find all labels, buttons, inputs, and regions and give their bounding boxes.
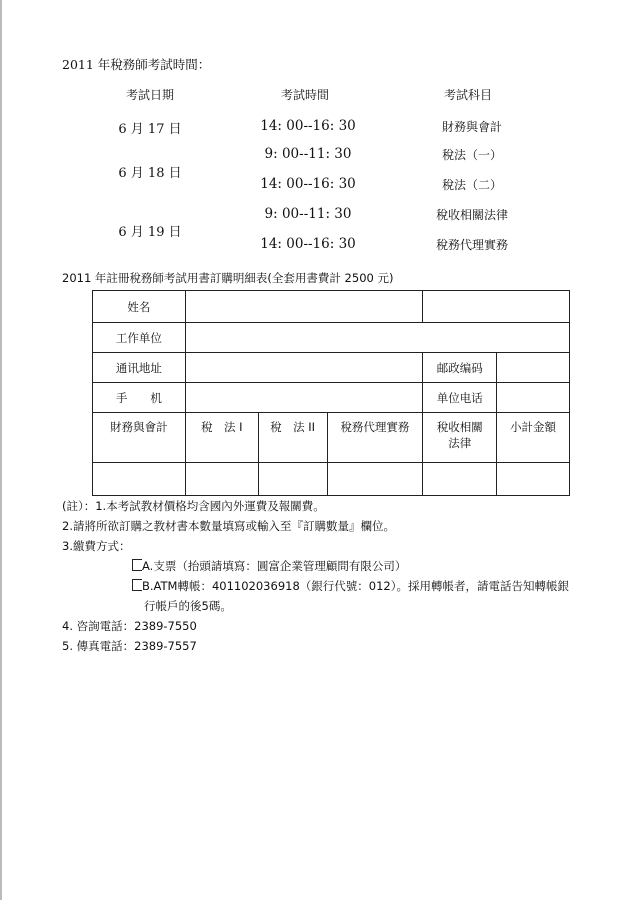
- subject-4: 稅收相關法律: [435, 208, 509, 222]
- subject-3: 稅法（二）: [441, 178, 503, 192]
- schedule-title: 2011 年稅務師考試時間：: [62, 57, 211, 72]
- label-office-phone: 单位电话: [423, 383, 497, 413]
- mobile-field[interactable]: [185, 383, 422, 413]
- date-2: 6 月 18 日: [118, 166, 182, 181]
- payment-option-b: [62, 576, 569, 596]
- note-1: (註）：1.本考試教材價格均含國內外運費及報關費。: [62, 499, 325, 513]
- note-4: 4. 咨詢電話：2389-7550: [62, 619, 197, 633]
- qty-tax-law-2[interactable]: [258, 463, 327, 496]
- qty-agency-practice[interactable]: [327, 463, 423, 496]
- postcode-field[interactable]: [497, 353, 570, 383]
- label-postcode: 邮政编码: [423, 353, 497, 383]
- note-3: 3.繳費方式：: [62, 539, 131, 553]
- option-b-continued: 行帳戶的後5碼。: [144, 599, 232, 613]
- header-date: 考試日期: [125, 88, 175, 102]
- option-a-label: A.支票（抬頭請填寫：圓富企業管理顧問有限公司）: [142, 559, 407, 573]
- book-header-tax-law-1: 稅 法 I: [185, 413, 258, 463]
- qty-tax-law-1[interactable]: [185, 463, 258, 496]
- label-mobile: 手 机: [93, 383, 186, 413]
- book-header-accounting: 財務與會計: [93, 413, 186, 463]
- subtotal-field[interactable]: [497, 463, 570, 496]
- address-field[interactable]: [185, 353, 422, 383]
- date-3: 6 月 19 日: [118, 225, 182, 240]
- book-header-subtotal: 小計金額: [497, 413, 570, 463]
- name-field[interactable]: [185, 291, 422, 323]
- checkbox-option-a[interactable]: [132, 559, 142, 571]
- subject-1: 財務與會計: [441, 120, 503, 134]
- scan-edge: [0, 0, 2, 900]
- note-2: 2.請將所欲訂購之教材書本數量填寫或輸入至『訂購數量』欄位。: [62, 519, 395, 533]
- payment-option-a: [62, 556, 569, 576]
- book-header-tax-law-2: 稅 法 II: [258, 413, 327, 463]
- name-extra-field[interactable]: [423, 291, 570, 323]
- time-2: 9: 00--11: 30: [264, 146, 352, 162]
- date-1: 6 月 17 日: [118, 122, 182, 137]
- order-form-table: [92, 290, 570, 496]
- company-field[interactable]: [185, 323, 569, 353]
- checkbox-option-b[interactable]: [132, 579, 142, 591]
- qty-accounting[interactable]: [93, 463, 186, 496]
- time-3: 14: 00--16: 30: [260, 176, 356, 192]
- header-time: 考試時間: [280, 88, 330, 102]
- time-5: 14: 00--16: 30: [260, 236, 356, 252]
- subject-5: 稅務代理實務: [435, 238, 509, 252]
- option-b-label: B.ATM轉帳：401102036918（銀行代號：012）。採用轉帳者，請電話告知轉帳銀: [142, 579, 569, 593]
- office-phone-field[interactable]: [497, 383, 570, 413]
- time-1: 14: 00--16: 30: [260, 118, 356, 134]
- note-5: 5. 傳真電話：2389-7557: [62, 639, 197, 653]
- label-name: 姓名: [93, 291, 186, 323]
- book-header-agency-practice: 稅務代理實務: [327, 413, 423, 463]
- subject-2: 稅法（一）: [441, 148, 503, 162]
- header-subject: 考試科目: [443, 88, 493, 102]
- notes: [62, 496, 569, 656]
- qty-related-law[interactable]: [423, 463, 497, 496]
- time-4: 9: 00--11: 30: [264, 206, 352, 222]
- label-company: 工作单位: [93, 323, 186, 353]
- book-header-related-law: 稅收相關 法律: [423, 413, 497, 463]
- label-address: 通讯地址: [93, 353, 186, 383]
- order-form-title: 2011 年註冊稅務師考試用書訂購明細表(全套用書費計 2500 元): [62, 271, 394, 285]
